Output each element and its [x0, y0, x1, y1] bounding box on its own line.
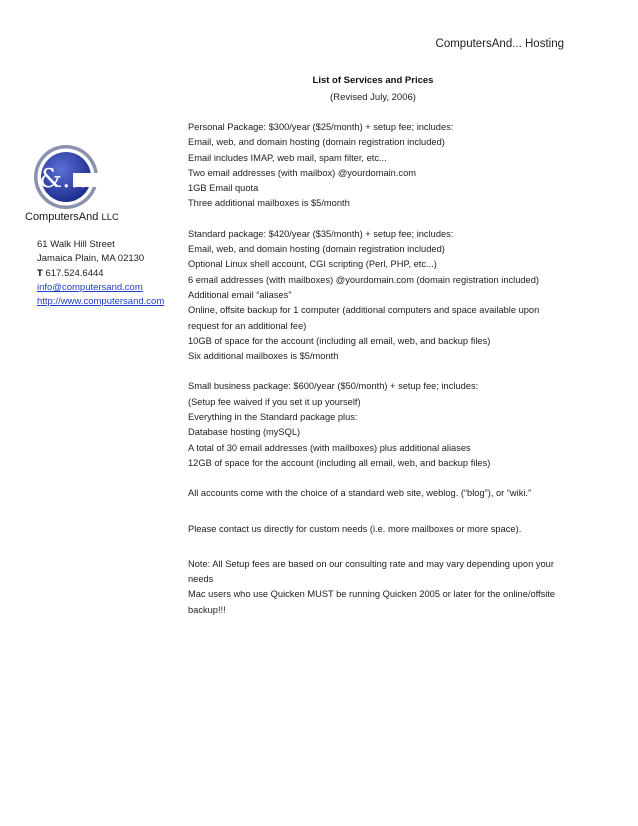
document-subtitle: (Revised July, 2006) — [330, 92, 416, 103]
services-content — [188, 120, 558, 633]
setup-fee-note — [188, 557, 558, 618]
personal-line: 1GB Email quota — [188, 183, 259, 194]
setup-note-line: Note: All Setup fees are based on our consulting rate and may vary depending upon your needs — [188, 558, 554, 585]
standard-line: Six additional mailboxes is $5/month — [188, 351, 339, 362]
small-business-section — [188, 379, 558, 471]
logo-text: &... — [39, 164, 87, 194]
standard-line: Standard package: $420/year ($35/month) + setup fee; includes: — [188, 228, 454, 239]
small-business-line: Small business package: $600/year ($50/month) + setup fee; includes: — [188, 381, 479, 392]
small-business-line: Database hosting (mySQL) — [188, 427, 301, 438]
small-business-line: (Setup fee waived if you set it up yourself) — [188, 396, 361, 407]
personal-line: Three additional mailboxes is $5/month — [188, 198, 350, 209]
personal-line: Email, web, and domain hosting (domain registration included) — [188, 137, 445, 148]
small-business-line: 12GB of space for the account (including all email, web, and backup files) — [188, 457, 491, 468]
standard-package-section — [188, 227, 558, 365]
accounts-note — [188, 486, 558, 501]
address-line-2: Jamaica Plain, MA 02130 — [37, 253, 145, 265]
company-name — [25, 211, 119, 223]
document-title: List of Services and Prices — [312, 75, 434, 86]
personal-package-section — [188, 120, 558, 212]
small-business-line: A total of 30 email addresses (with mailboxes) plus additional aliases — [188, 442, 471, 453]
standard-line: 6 email addresses (with mailboxes) @yourdomain.com (domain registration included) — [188, 274, 539, 285]
company-name-main: ComputersAnd — [25, 211, 99, 223]
personal-line: Two email addresses (with mailbox) @yourdomain.com — [188, 167, 416, 178]
header-brand: ComputersAnd... Hosting — [435, 38, 564, 50]
company-logo — [33, 143, 113, 213]
email-link[interactable]: info@computersand.com — [37, 281, 143, 293]
personal-line: Personal Package: $300/year ($25/month) + setup fee; includes: — [188, 122, 454, 132]
company-address — [37, 238, 164, 309]
company-suffix: LLC — [101, 212, 119, 223]
standard-line: Optional Linux shell account, CGI scripting (Perl, PHP, etc...) — [188, 259, 437, 270]
personal-line: Email includes IMAP, web mail, spam filter, etc... — [188, 152, 387, 163]
contact-line: Please contact us directly for custom needs (i.e. more mailboxes or more space). — [188, 523, 522, 534]
accounts-line: All accounts come with the choice of a standard web site, weblog. (“blog”), or “wiki.” — [188, 488, 532, 499]
small-business-line: Everything in the Standard package plus: — [188, 412, 358, 423]
standard-line: Email, web, and domain hosting (domain registration included) — [188, 244, 445, 255]
standard-line: Additional email “aliases” — [188, 289, 292, 300]
mac-note-line: Mac users who use Quicken MUST be running Quicken 2005 or later for the online/offsite backup!!! — [188, 589, 556, 615]
contact-note — [188, 522, 558, 537]
phone-number: 617.524.6444 — [45, 267, 104, 279]
website-link[interactable]: http://www.computersand.com — [37, 296, 165, 308]
phone-line — [37, 267, 164, 281]
standard-line: Online, offsite backup for 1 computer (additional computers and space available upon request for an additional fee) — [188, 305, 540, 331]
address-line-1: 61 Walk Hill Street — [37, 239, 115, 250]
standard-line: 10GB of space for the account (including all email, web, and backup files) — [188, 335, 491, 346]
phone-label: T — [37, 267, 43, 279]
